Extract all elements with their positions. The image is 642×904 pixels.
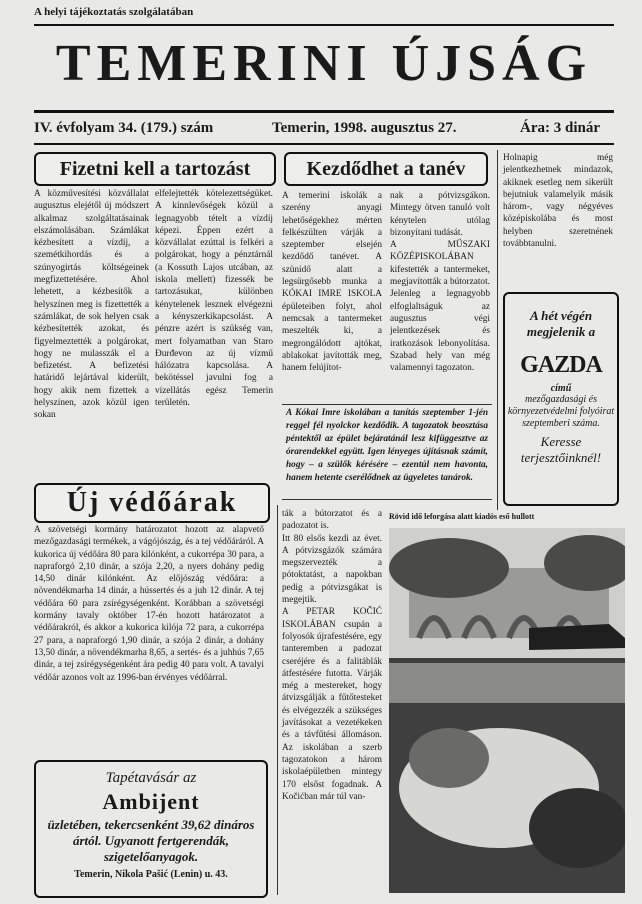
ad-text: mezőgazdasági és környezetvédelmi folyóirat szeptemberi száma.	[507, 394, 615, 429]
issue-number: IV. évfolyam 34. (179.) szám	[34, 120, 214, 136]
ad-text: A hét végén	[529, 308, 593, 323]
ambijent-logo: Ambijent	[102, 789, 200, 814]
ad-text: című	[550, 383, 572, 394]
title-rule	[34, 110, 614, 113]
masthead-tagline: A helyi tájékoztatás szolgálatában	[34, 6, 194, 18]
school-notice: A Kókai Imre iskolában a tanítás szeptember 1-jén reggel fél nyolckor kezdődik. A tagozatok beosztása péntektől az épület bejáratánál lesz kifüggesztve az órarendekkel együtt. Igen lényeges újításnak számít, hogy – a szülők kérésére – ezentúl nem havonta, hanem hetente cserélődnek az ügyeletes tanárok.	[282, 404, 492, 500]
gazda-advertisement	[503, 292, 619, 506]
article-headline: Új védőárak	[34, 483, 270, 523]
column-divider	[497, 150, 498, 510]
article-text: A szövetségi kormány határozatot hozott az alapvető mezőgazdasági termékek, a vágójószág, és a tej védőáráról. A kukorica új védőára 80 para kilónként, a cukorrépa 30 para, a napraforgó 2,10 dinár, a szója 2,20, a nyers dohány pedig 14,50 dinár kilónként. Az előjószág védőára: a növendékmarha 14 dinár, a hússertés és a juh 12 dinár. A tej védőára 60 para zsírégységenként. Korábban a szövetségi kormány tavaly október 17-én hozott határozatot a védőárakról, és akkor a kukorica kilója 72 para, a cukorrépa 27 para, a napraforgó 1,90 dinár, a szója 2 dinár, a dohány 13,50 dinár, a növendékmarha 8,65, a sertés- és a juhhús 7,65 dinár, a tej zsírégységenként ára pedig 40 para volt. A tavalyi védőár azonos volt az 1996-ban érvényes védőárral.	[34, 525, 264, 683]
photo-image	[389, 528, 625, 893]
article-text: nak a pótvizsgákon. Mintegy ötven tanuló volt kénytelen utólag bizonyítani tudását. A MŰSZAKI KÖZÉPISKOLÁBAN kifestették a tantermeket, megjavították a bútorzatot. Jelenleg a legnagyobb elfoglaltságuk az augusztus végi jelentkezések és iratkozások lebonyolítása. Szabad hely van még valamennyi tagozaton.	[390, 191, 490, 374]
article-text: elfelejtették kötelezettségüket. A kinnlevőségek közül a legnagyobb tételt a vízdíj képezi. Éppen ezért a közvállalat ezúttal is felkéri a polgárokat, hogy a pénztárnál (a Kossuth Lajos utcában, az iskola mellett) fizessék be tartozásukat, különben kénytelenek lesznek elvégezni a kényszerkikapcsolást. A pénzre azért is szükség van, mert folyamatban van Staro Đurđevon az új vízmű hálózatra kapcsolása. A bekötéssel javulni fog a vízellátás egész Temerin területén.	[155, 189, 273, 409]
column-divider	[277, 505, 278, 895]
photo-caption: Rövid idő leforgása alatt kiadós eső hullott	[389, 512, 535, 521]
ad-address: Temerin, Nikola Pašić (Lenin) u. 43.	[74, 869, 228, 880]
rain-photo	[389, 528, 625, 893]
newspaper-title: TEMERINI ÚJSÁG	[55, 35, 593, 92]
article-headline: Fizetni kell a tartozást	[34, 152, 276, 186]
ad-text: üzletében, tekercsenként 39,62 dináros ártól. Ugyanott fertgerendák, szigetelőanyagok.	[47, 817, 255, 864]
side-article-text: Holnapig még jelentkezhetnek mindazok, akiknek esetleg nem sikerült bejutniuk valamelyik másik három-, vagy négyéves középiskolába és most helyben szeretnének továbbtanulni.	[503, 153, 613, 250]
ambijent-advertisement	[34, 760, 268, 898]
article-headline: Kezdődhet a tanév	[284, 152, 488, 186]
article-text: ták a bútorzatot és a padozatot is. Itt 80 elsős kezdi az évet. A pótvizsgázók számára megszervezték a pótoktatást, a napokban pedig a pótvizsgákat is megejtik. A PETAR KOČIĆ ISKOLÁBAN csupán a folyosók újrafestésére, egy tanteremben a padozat cseréjére és a falitáblák átfestésére futotta. Várják még a mestereket, hogy átvizsgálják a fűtőtesteket és elvégezzék a szükséges javításokat a vezetékeken és a távfűtési állomáson. Az iskolában a szerb tagozatokon a három iskolaépületben mintegy 170 elsőst fogadnak. A Kočićban már túl van-	[282, 509, 382, 802]
issue-price: Ára: 3 dinár	[520, 120, 600, 136]
issue-date: Temerin, 1998. augusztus 27.	[272, 120, 457, 136]
gazda-logo: GAZDA	[520, 352, 602, 378]
top-rule	[34, 24, 614, 26]
article-text: A közművesítési közvállalat augusztus elejétől új módszert alkalmaz szolgáltatásainak elszámolásában. Számlákat kézbesített a vízdíj, a szemétkihordás és a szúnyogirtás költségeinek megfizettetésére. Ahol lehetett, a kézbesítők a helyszínen meg is fizettették a számlákat, de sok helyen csak kézbesítették azokat, és figyelmeztették a polgárokat, hogy ne mulasszák el a befizetést. A befizetési határidő lejártával kiderült, hogy akik nem fizettek a helyszínen, azok közül igen sokan	[34, 189, 149, 421]
ad-text: Keresse terjesztőinknél!	[520, 434, 602, 465]
article-text: A temerini iskolák a szerény anyagi lehetőségekhez mérten felkészülten várják a szeptember elsején kezdődő tanévet. A szünidő alatt a legsürgősebb munka a KÓKAI IMRE ISKOLA épületeiben folyt, ahol nemcsak a tantermeket meszelték ki, a megrongálódott ajtókat, ablakokat javították meg, hanem felújítot-	[282, 191, 382, 374]
issue-rule	[34, 143, 614, 145]
ad-text: megjelenik a	[526, 324, 596, 339]
ad-text: Tapétavásár az	[105, 770, 197, 786]
